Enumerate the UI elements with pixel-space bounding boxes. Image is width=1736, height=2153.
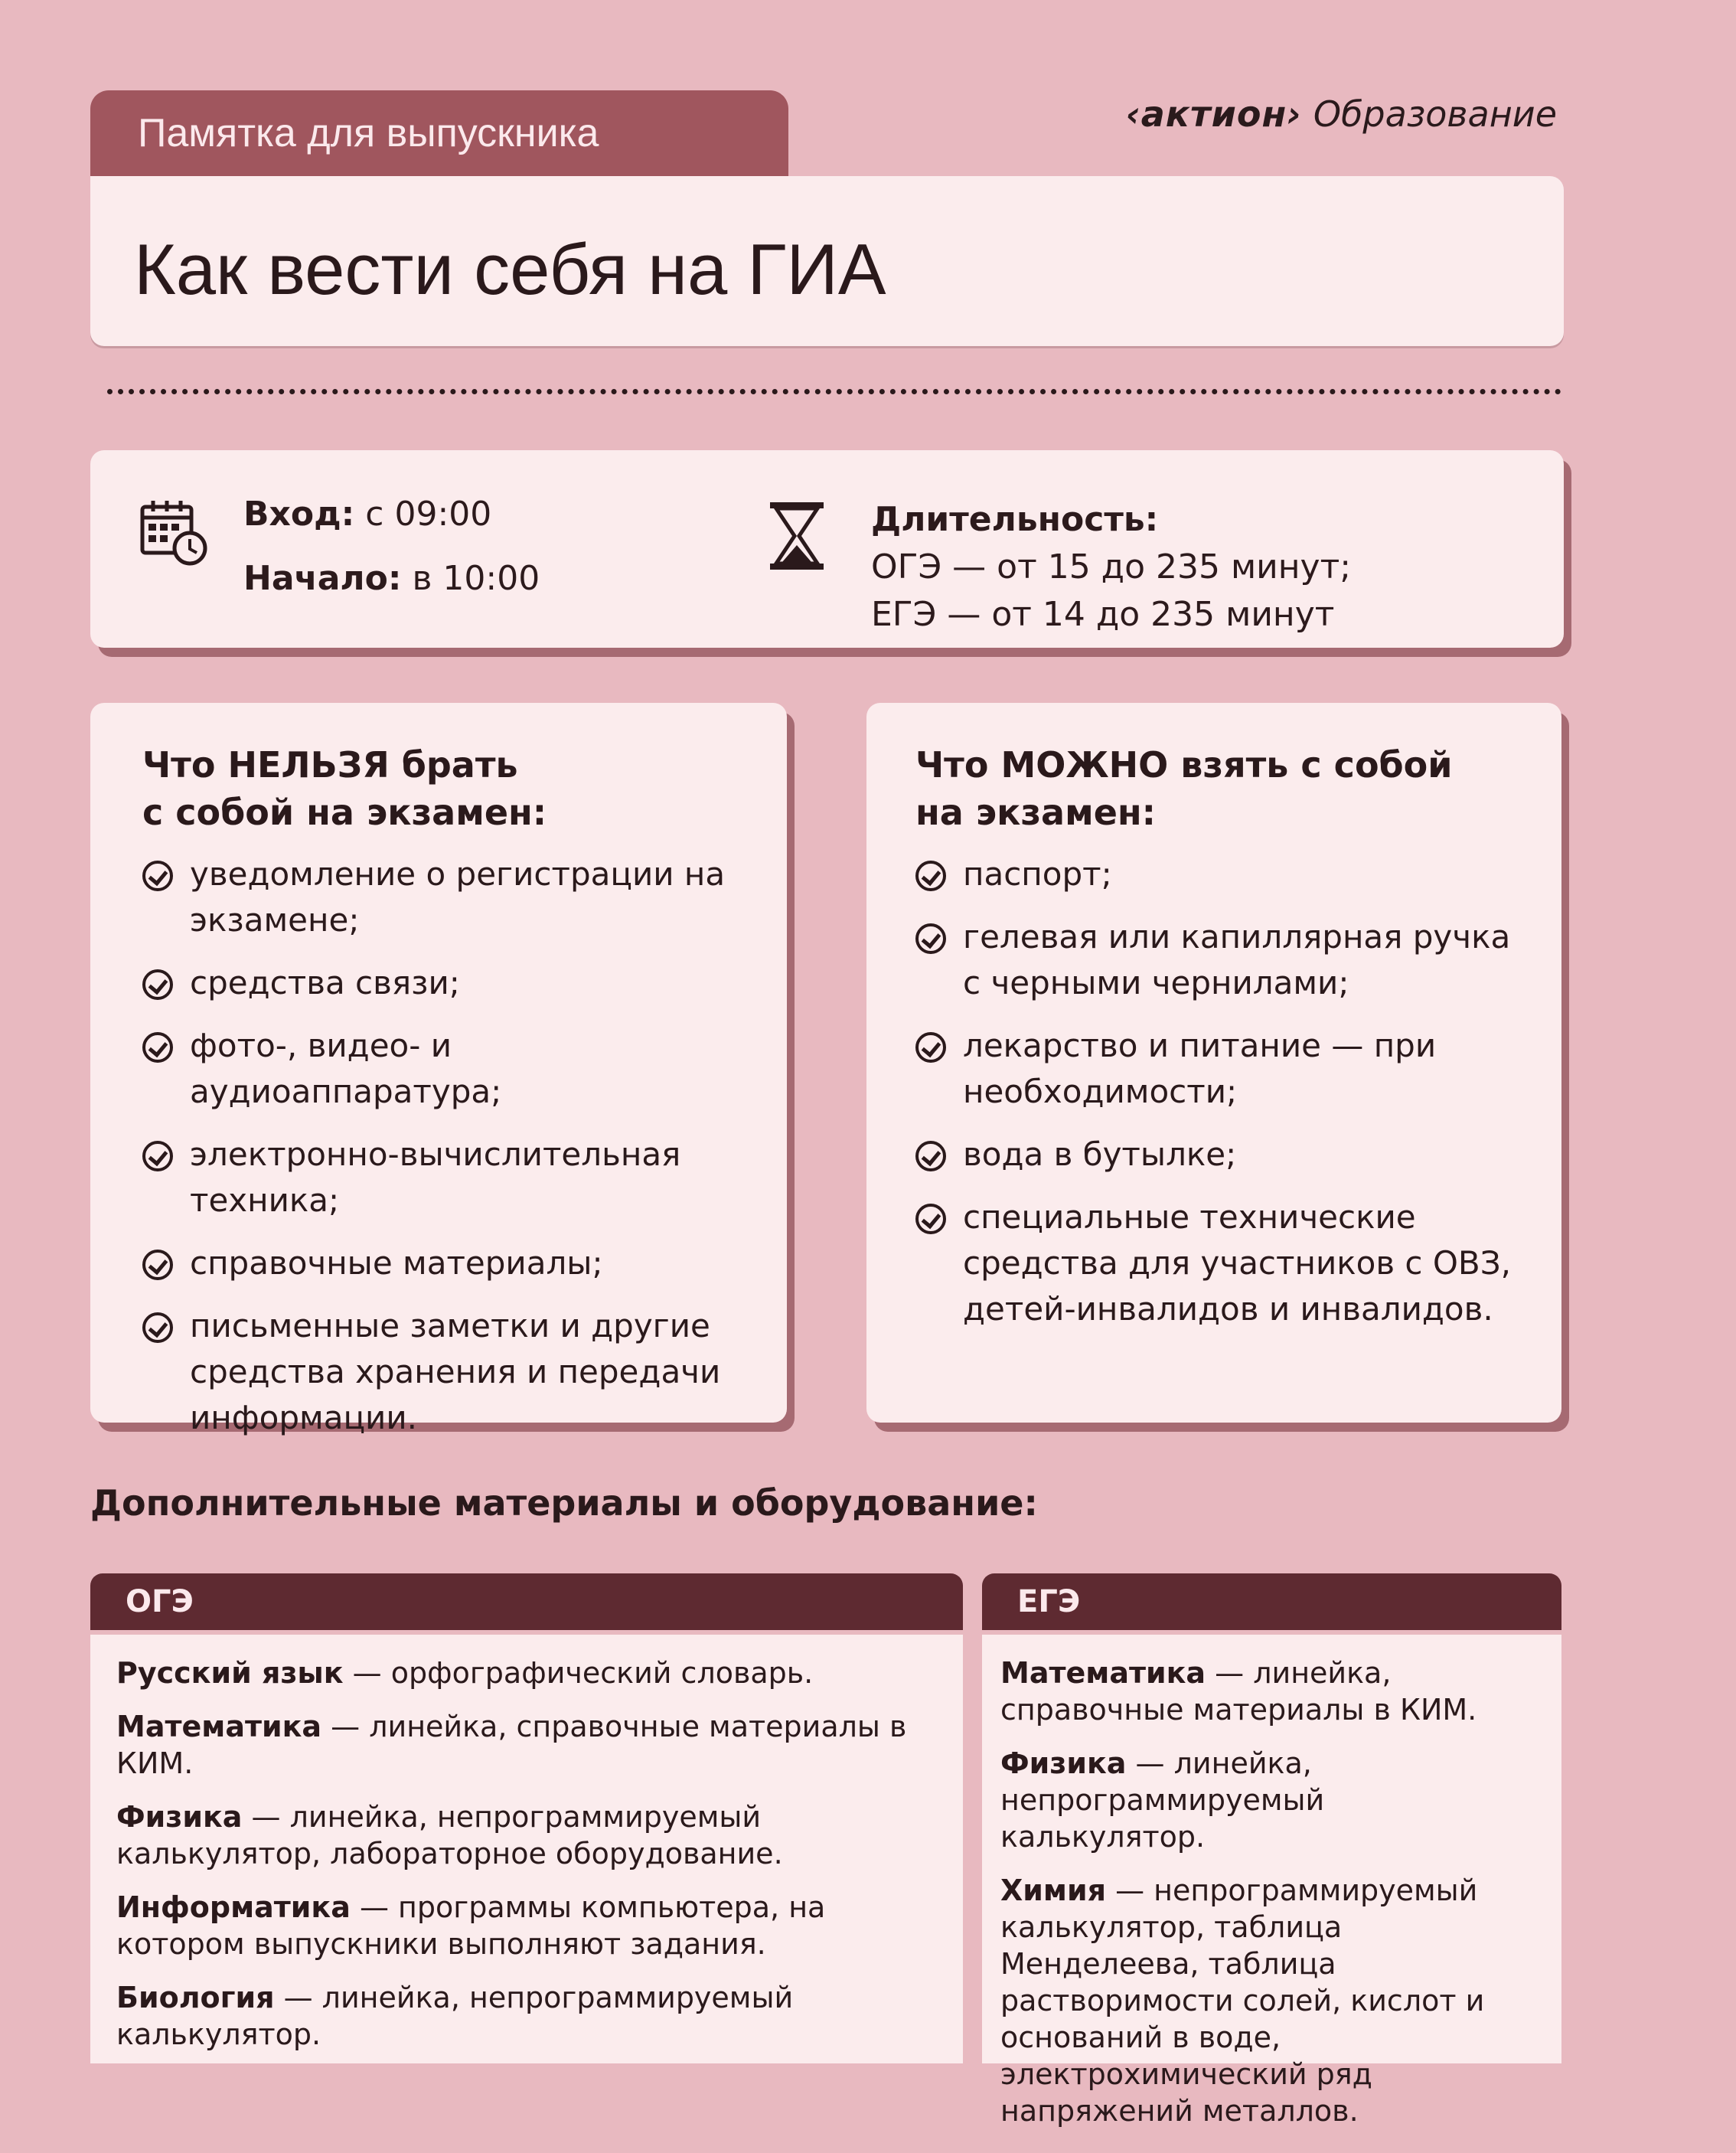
dotted-divider [107,389,1561,394]
ege-panel [982,1635,1561,2128]
ege-entry: Математика — линейка, справочные материалы в КИМ. [1000,1656,1477,1727]
page-title: Как вести себя на ГИА [134,229,886,309]
check-icon [915,861,946,891]
allowed-heading: Что МОЖНО взять с собой на экзамен: [915,744,1453,833]
oge-entry: Информатика — программы компьютера, на котором выпускники выполняют задания. [116,1890,826,1961]
list-item: гелевая или капиллярная ручка с черными чернилами; [915,914,1523,1006]
list-item: справочные материалы; [142,1240,749,1286]
duration-ege: ЕГЭ — от 14 до 235 минут [871,595,1335,634]
check-icon [142,1312,173,1343]
check-icon [142,1032,173,1063]
oge-entry: Русский язык — орфографический словарь. [116,1656,814,1690]
forbidden-list [142,851,749,1441]
list-item: вода в бутылке; [915,1132,1523,1178]
extra-heading: Дополнительные материалы и оборудование: [90,1482,1038,1524]
check-icon [142,1250,173,1280]
duration-block [871,496,1351,639]
list-item: письменные заметки и другие средства хранения и передачи информации. [142,1303,749,1441]
check-icon [915,1141,946,1171]
forbidden-card [90,703,787,1436]
allowed-card [866,703,1561,1423]
ege-entry: Химия — непрограммируемый калькулятор, таблица Менделеева, таблица растворимости солей, кислот и оснований в воде, электрохимический ряд напряжений металлов. [1000,1874,1485,2128]
forbidden-heading: Что НЕЛЬЗЯ брать с собой на экзамен: [142,744,547,833]
list-item: паспорт; [915,851,1523,897]
time-block [243,482,540,611]
list-item: средства связи; [142,960,749,1006]
allowed-list [915,851,1523,1332]
list-item: электронно-вычислительная техника; [142,1132,749,1224]
check-icon [915,1032,946,1063]
duration-oge: ОГЭ — от 15 до 235 минут; [871,547,1352,586]
check-icon [142,861,173,891]
check-icon [915,1204,946,1234]
ege-entry: Физика — линейка, непрограммируемый калькулятор. [1000,1746,1325,1854]
brand-logo [1126,93,1557,135]
list-item: лекарство и питание — при необходимости; [915,1023,1523,1115]
duration-label: Длительность: [871,500,1159,539]
check-icon [142,969,173,1000]
calendar-clock-icon [139,498,210,568]
oge-band: ОГЭ [90,1573,963,1630]
oge-entry: Биология — линейка, непрограммируемый калькулятор. [116,1981,794,2051]
list-item: специальные технические средства для участников с ОВЗ, детей-инвалидов и инвалидов. [915,1194,1523,1332]
list-item: фото-, видео- и аудиоаппаратура; [142,1023,749,1115]
list-item: уведомление о регистрации на экзамене; [142,851,749,943]
oge-entry: Физика — линейка, непрограммируемый калькулятор, лабораторное оборудование. [116,1800,783,1870]
header-tab: Памятка для выпускника [90,90,788,176]
oge-panel [90,1635,963,2063]
brand-rest: Образование [1313,93,1557,135]
entry-time: Вход: с 09:00 [243,495,492,534]
start-time: Начало: в 10:00 [243,559,540,598]
ege-band: ЕГЭ [982,1573,1561,1630]
check-icon [142,1141,173,1171]
brand-bold: ‹актион› [1125,93,1303,135]
check-icon [915,923,946,954]
oge-entry: Математика — линейка, справочные материалы в КИМ. [116,1710,907,1780]
hourglass-icon [767,501,827,571]
